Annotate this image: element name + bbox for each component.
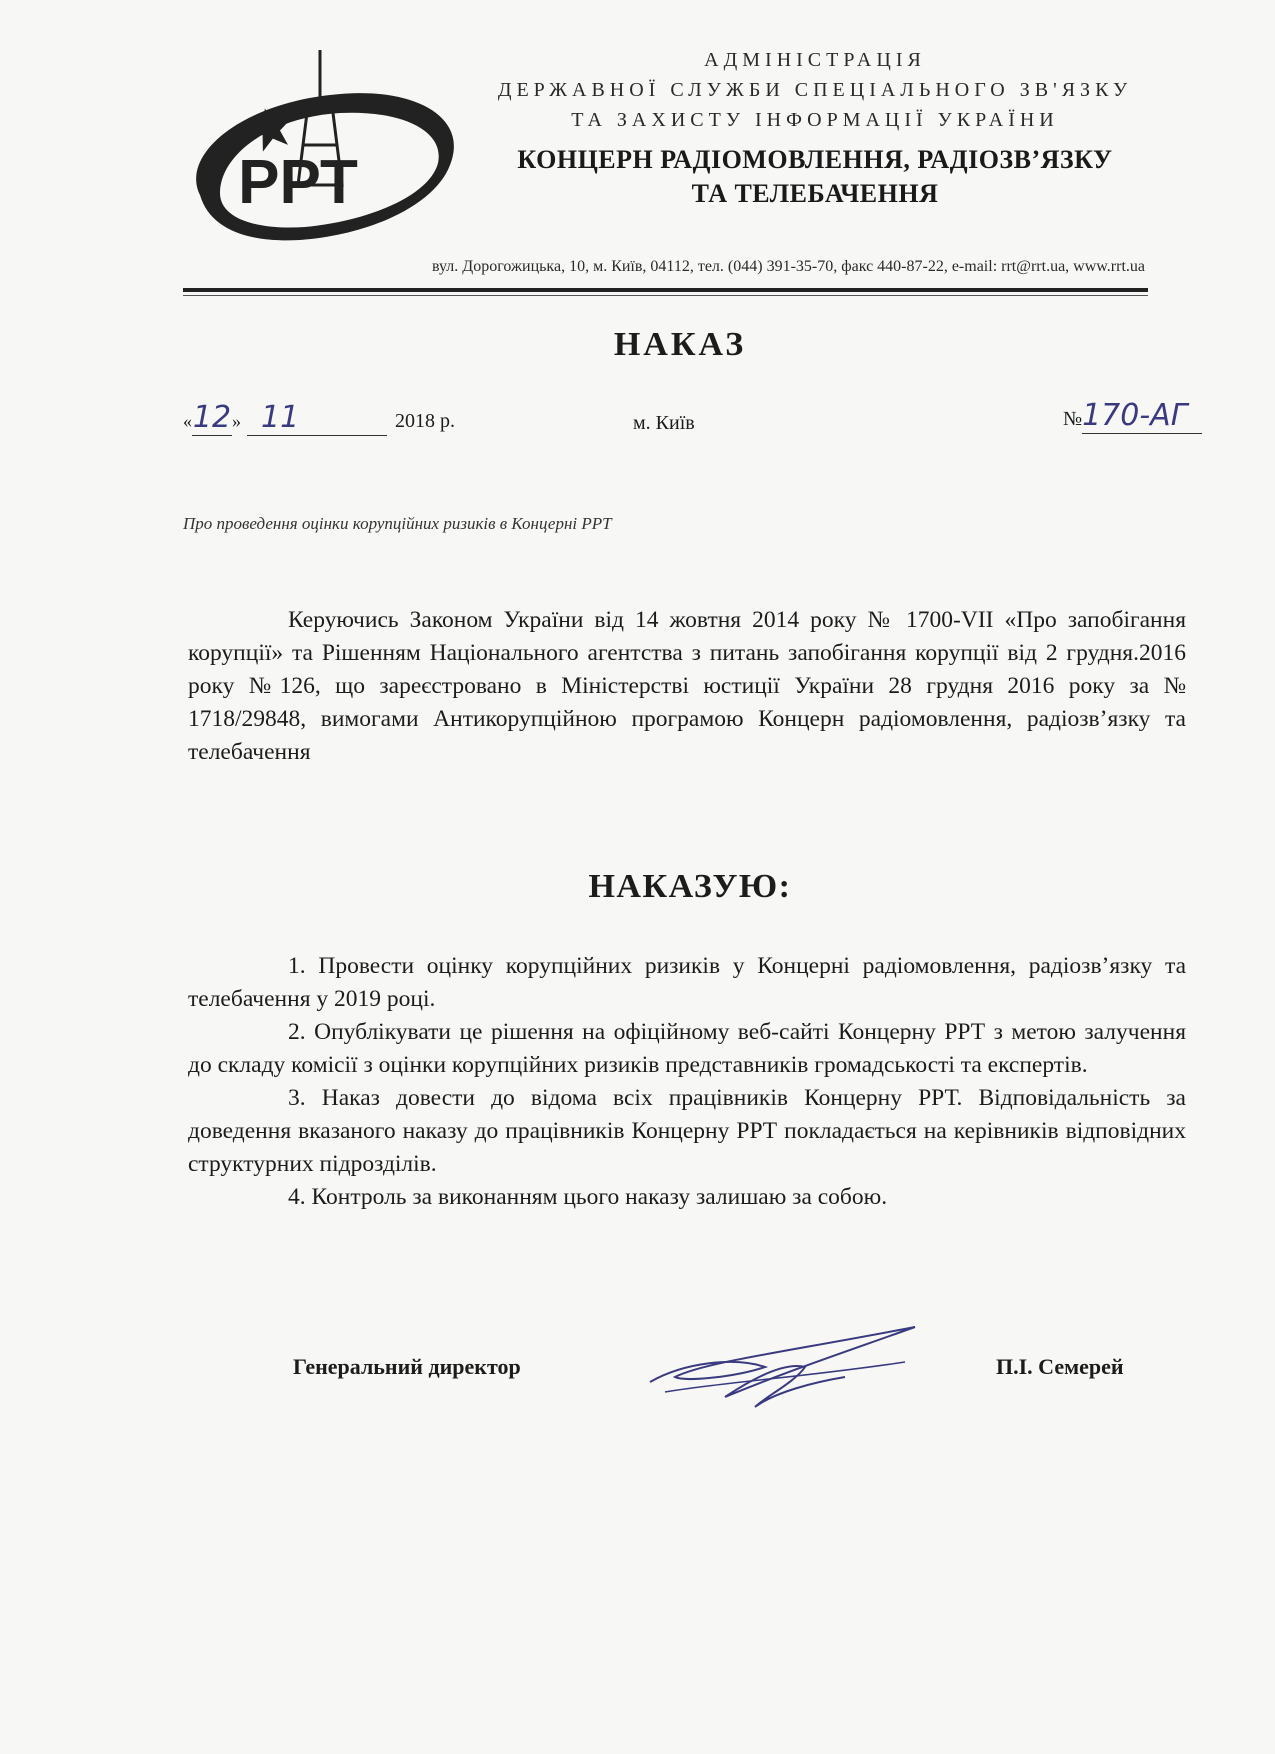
document-subject: Про проведення оцінки корупційних ризиків в Концерні РРТ (183, 514, 612, 533)
order-heading: НАКАЗУЮ: (588, 868, 792, 905)
signatory-name: П.І. Семерей (996, 1354, 1124, 1379)
org-line-1: АДМІНІСТРАЦІЯ (704, 49, 926, 71)
number-value: 170-АГ (1082, 398, 1202, 434)
signatory-role: Генеральний директор (293, 1354, 521, 1379)
date-close-quote: » (232, 411, 241, 431)
address-line: вул. Дорогожицька, 10, м. Київ, 04112, тел. (044) 391-35-70, факс 440-87-22, e-mail: rrt@rrt.ua, www.rrt.ua (431, 258, 1145, 275)
order-item-1: 1. Провести оцінку корупційних ризиків у Концерні радіомовлення, радіозв’язку та телебачення у 2019 році. (188, 953, 1186, 1012)
company-name-line-2: ТА ТЕЛЕБАЧЕННЯ (691, 179, 939, 208)
date-year: 2018 р. (395, 410, 455, 432)
date-open-quote: « (183, 411, 192, 431)
company-name-line-1: КОНЦЕРН РАДІОМОВЛЕННЯ, РАДІОЗВ’ЯЗКУ (517, 145, 1113, 174)
document-title: НАКАЗ (613, 326, 747, 363)
header-rule-thick (183, 288, 1148, 292)
organization-header (455, 45, 1175, 211)
order-items (188, 950, 1186, 1214)
number-prefix: № (1063, 408, 1083, 430)
order-item-3: 3. Наказ довести до відома всіх працівників Концерну РРТ. Відповідальність за доведення вказаного наказу до працівників Концерну РРТ покладається на керівників відповідних структурних підрозділів. (188, 1085, 1186, 1177)
order-item-4: 4. Контроль за виконанням цього наказу залишаю за собою. (288, 1184, 888, 1210)
document-date (183, 400, 455, 436)
rrt-logo (180, 45, 470, 245)
handwritten-signature (645, 1322, 925, 1422)
org-line-2: ДЕРЖАВНОЇ СЛУЖБИ СПЕЦІАЛЬНОГО ЗВ'ЯЗКУ (497, 79, 1133, 101)
org-line-3: ТА ЗАХИСТУ ІНФОРМАЦІЇ УКРАЇНИ (571, 109, 1059, 131)
city: м. Київ (633, 412, 695, 434)
date-month: 11 (247, 400, 387, 436)
logo-text: РРТ (238, 148, 358, 217)
document-number (1063, 398, 1202, 434)
order-item-2: 2. Опублікувати це рішення на офіційному веб-сайті Концерну РРТ з метою залучення до складу комісії з оцінки корупційних ризиків представників громадськості та експертів. (188, 1019, 1186, 1078)
header-rule-thin (183, 295, 1148, 296)
date-day: 12 (192, 400, 232, 435)
preamble-paragraph: Керуючись Законом України від 14 жовтня 2014 року № 1700-VII «Про запобігання корупції» та Рішенням Національного агентства з питань запобігання корупції від 2 грудня.2016 року №126, що зареєстровано в Міністерстві юстиції України 28 грудня 2016 року за № 1718/29848, вимогами Антикорупційною програмою Концерн радіомовлення, радіозв’язку та телебачення (188, 607, 1186, 765)
